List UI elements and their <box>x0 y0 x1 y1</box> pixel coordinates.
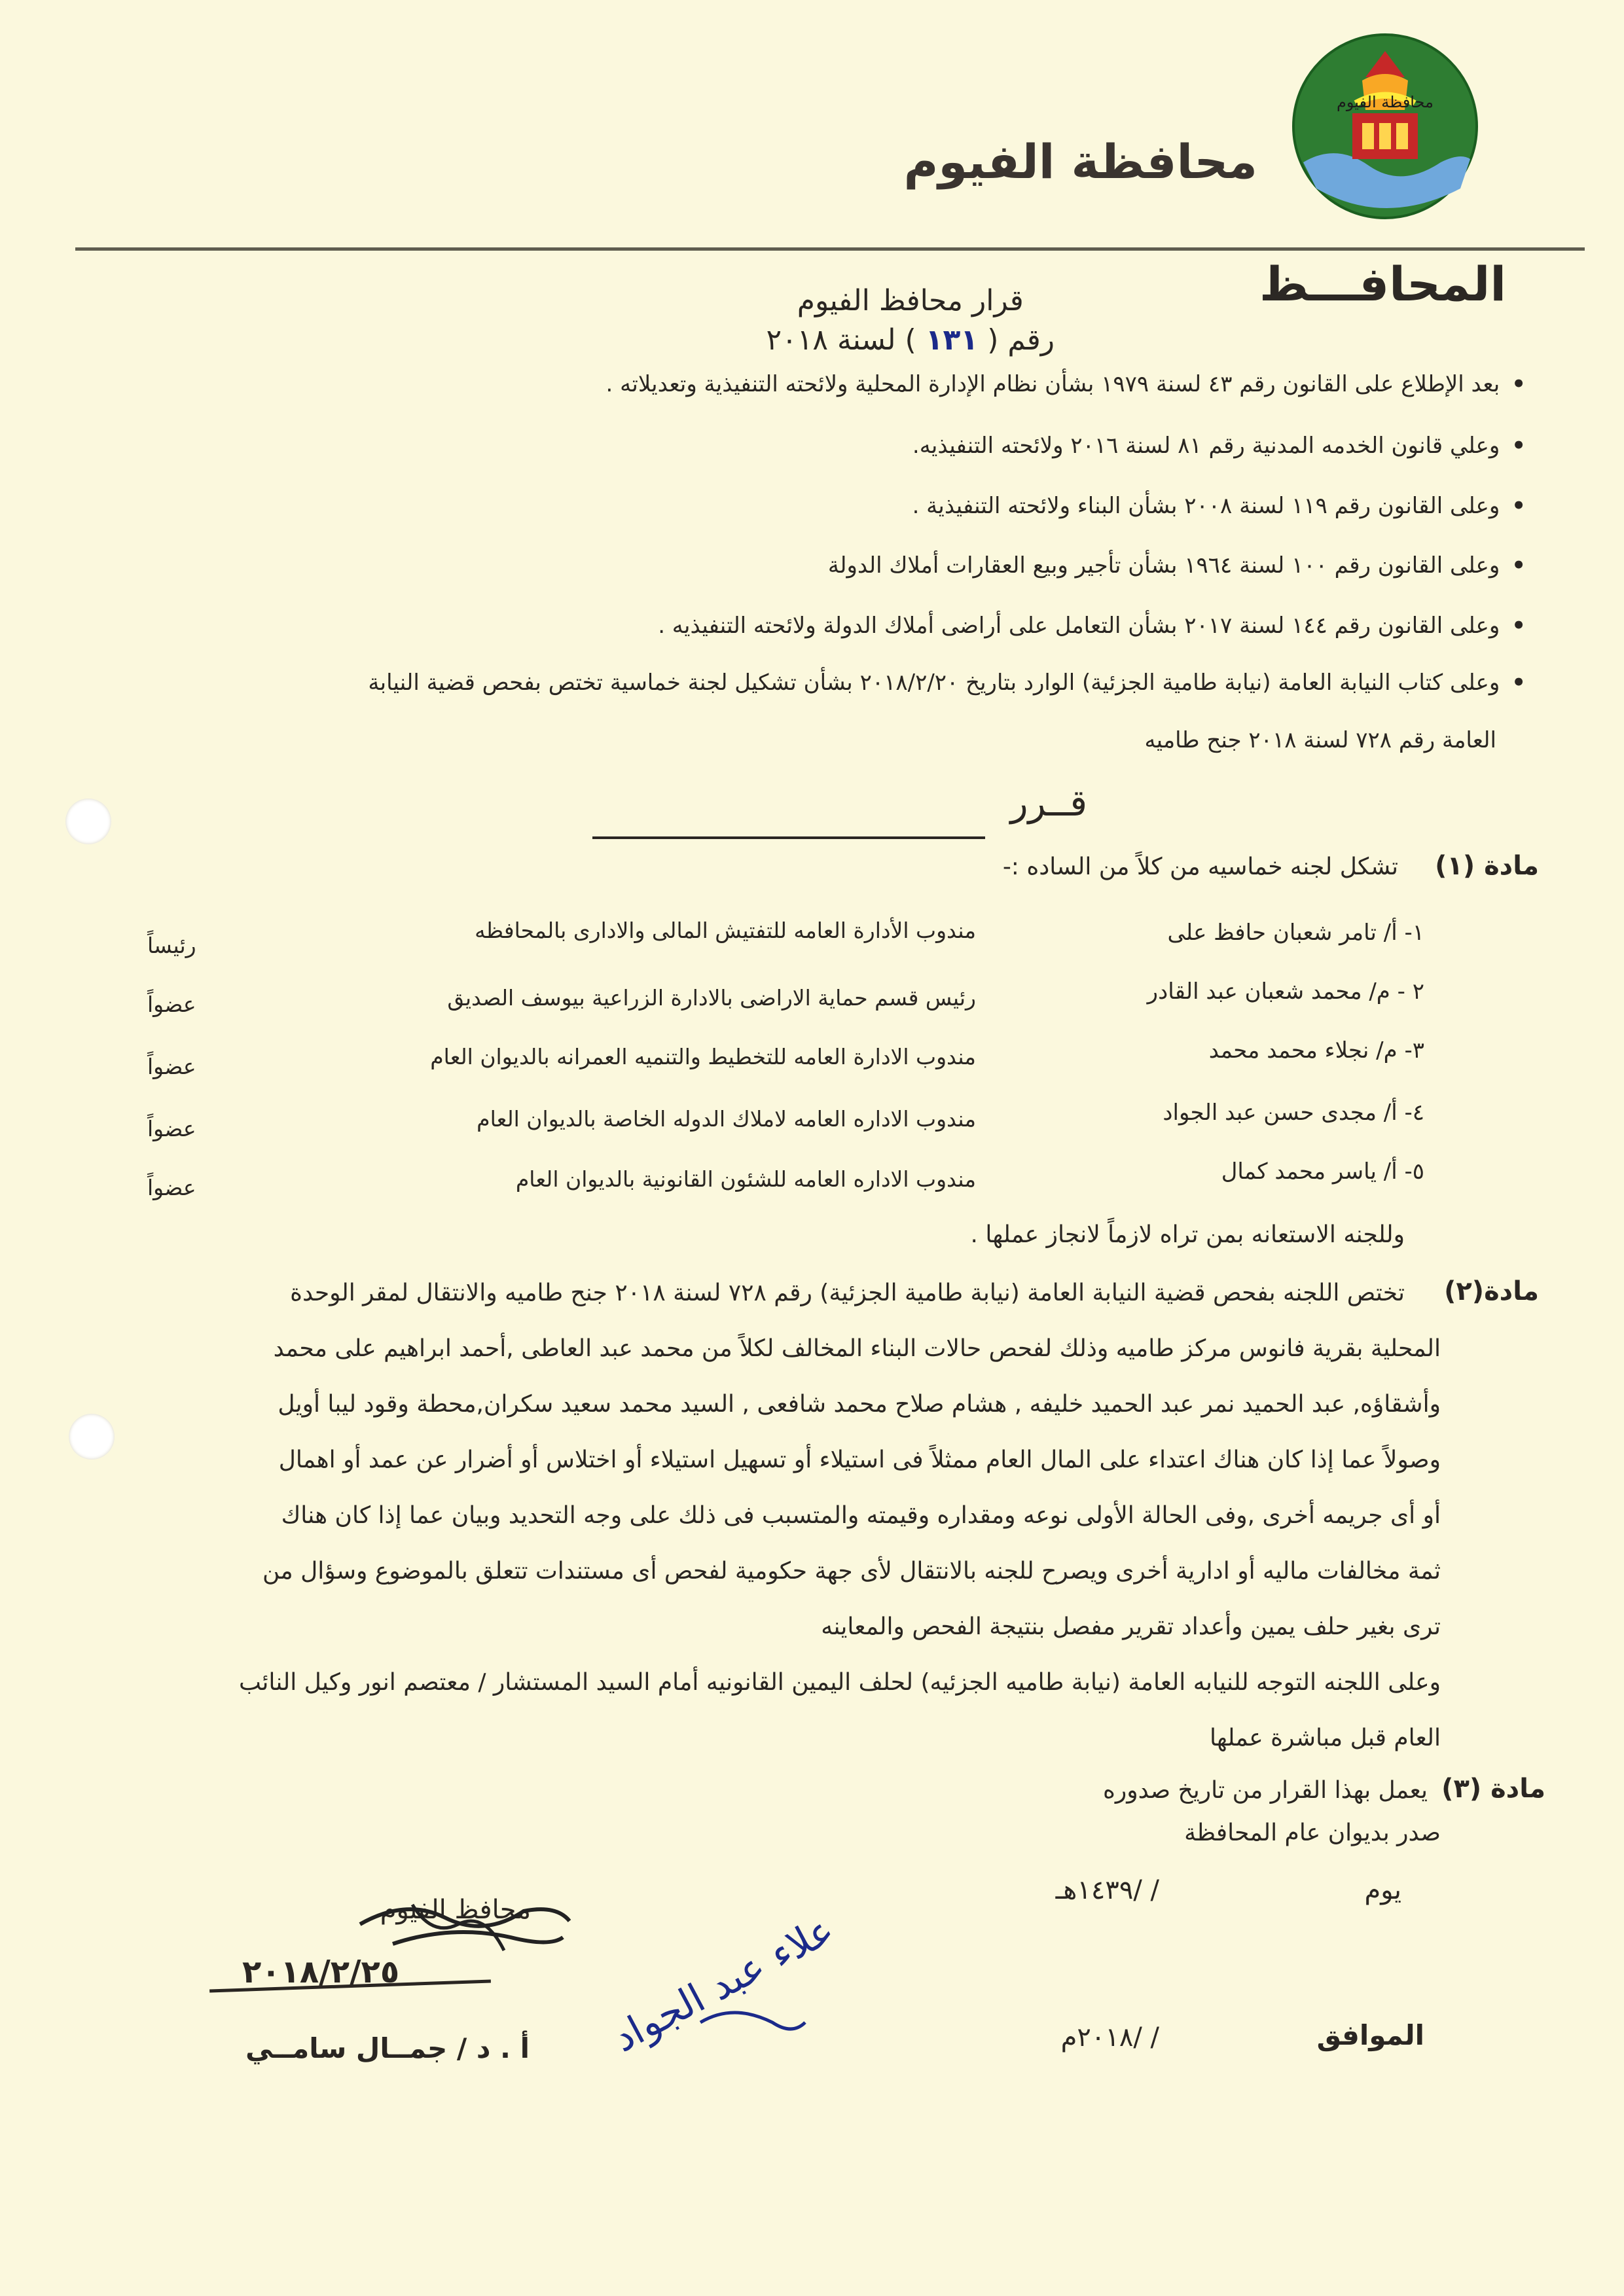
article-1-text: تشكل لجنه خماسيه من كلاً من الساده :- <box>1002 853 1398 880</box>
member-role: مندوب الادارة العامه للتخطيط والتنميه العمرانه بالديوان العام <box>430 1044 976 1069</box>
article-1-label: مادة (١) <box>1435 851 1539 881</box>
member-name: ٤- أ/ مجدى حسن عبد الجواد <box>1163 1100 1424 1126</box>
member-role: مندوب الاداره العامه للشئون القانونية بالديوان العام <box>515 1166 976 1192</box>
member-role: مندوب الأدارة العامه للتفتيش المالى والادارى بالمحافظه <box>475 918 976 943</box>
header-rule <box>75 247 1585 251</box>
article-2-line: ترى بغير حلف يمين وأعداد تقرير مفصل بنتيجة الفحص والمعاينه <box>821 1613 1441 1640</box>
member-name: ٥- أ/ ياسر محمد كمال <box>1221 1158 1424 1185</box>
article-2-line: وأشقاؤه, عبد الحميد نمر عبد الحميد خليفه , هشام صلاح محمد شافعى , السيد محمد سعيد سكران,محطة وقود ليبا أويل <box>278 1391 1441 1418</box>
decree-number: ١٣١ <box>925 323 979 357</box>
article-1-footer: وللجنه الاستعانه بمن تراه لازماً لانجاز عملها . <box>970 1221 1405 1248</box>
member-role: رئيس قسم حماية الاراضى بالادارة الزراعية بيوسف الصديق <box>447 985 976 1011</box>
punch-hole <box>69 1414 115 1460</box>
member-role: مندوب الاداره العامه لاملاك الدوله الخاصة بالديوان العام <box>477 1106 976 1132</box>
member-title: عضواً <box>147 992 196 1017</box>
corresponding-label: الموافق <box>1316 2019 1424 2051</box>
decree-number-line <box>767 321 1055 360</box>
preamble-item: •وعلى القانون رقم ١١٩ لسنة ٢٠٠٨ بشأن البناء ولائحته التنفيذية . <box>912 493 1526 519</box>
second-signature-text: علاء عبد الجواد <box>605 1907 842 2062</box>
preamble-continuation: العامة رقم ٧٢٨ لسنة ٢٠١٨ جنح طاميه <box>1144 727 1496 753</box>
preamble-item: •بعد الإطلاع على القانون رقم ٤٣ لسنة ١٩٧٩ بشأن نظام الإدارة المحلية ولائحته التنفيذية وتعديلاته . <box>605 371 1526 397</box>
article-2-line: وصولاً عما إذا كان هناك اعتداء على المال العام ممثلاً فى استيلاء أو تسهيل استيلاء أو اختلاس أو أضرار عن عمد أو اهمال <box>278 1446 1441 1473</box>
decree-title: قرار محافظ الفيوم <box>797 284 1024 317</box>
member-title: رئيساً <box>147 933 196 958</box>
decision-word: قــرر <box>1010 782 1087 825</box>
preamble-item: •وعلى القانون رقم ١٠٠ لسنة ١٩٦٤ بشأن تأجير وبيع العقارات أملاك الدولة <box>827 552 1526 579</box>
punch-hole <box>65 798 111 844</box>
preamble-item: •وعلى كتاب النيابة العامة (نيابة طامية الجزئية) الوارد بتاريخ ٢٠١٨/٢/٢٠ بشأن تشكيل لجنة خماسية تختص بفحص قضية النيابة <box>368 670 1526 696</box>
seal-text: محافظة الفيوم <box>1337 93 1434 111</box>
member-name: ٢ - م/ محمد شعبان عبد القادر <box>1147 978 1424 1005</box>
decree-number-prefix: رقم ( <box>987 323 1055 357</box>
article-2-line: ثمة مخالفات ماليه أو ادارية أخرى ويصرح للجنه بالانتقال لأى جهة حكومية لفحص أى مستندات تتعلق بالموضوع وسؤال من <box>262 1558 1441 1585</box>
issued-place: صدر بديوان عام المحافظة <box>1184 1820 1441 1846</box>
office-title: المحافـــظ <box>1259 257 1506 312</box>
signatory-name: أ . د / جمــال سامــي <box>245 2032 530 2064</box>
member-name: ١- أ/ تامر شعبان حافظ على <box>1167 920 1424 946</box>
article-2-line: تختص اللجنه بفحص قضية النيابة العامة (نيابة طامية الجزئية) رقم ٧٢٨ لسنة ٢٠١٨ جنح طاميه والانتقال لمقر الوحدة <box>290 1280 1405 1306</box>
article-2-line: المحلية بقرية فانوس مركز طاميه وذلك لفحص حالات البناء المخالف لكلاً من محمد عبد العاطى ,أحمد ابراهيم على محمد <box>273 1335 1441 1362</box>
article-3-text: يعمل بهذا القرار من تاريخ صدوره <box>1102 1777 1428 1804</box>
article-2-label: مادة(٢) <box>1444 1276 1539 1306</box>
day-label: يوم <box>1364 1875 1401 1905</box>
gregorian-date: / /٢٠١٨م <box>1060 2022 1159 2053</box>
member-title: عضواً <box>147 1175 196 1200</box>
preamble-item: •وعلي قانون الخدمه المدنية رقم ٨١ لسنة ٢٠١٦ ولائحته التنفيذيه. <box>912 433 1526 459</box>
member-name: ٣- م/ نجلاء محمد محمد <box>1208 1037 1424 1064</box>
preamble-item: •وعلى القانون رقم ١٤٤ لسنة ٢٠١٧ بشأن التعامل على أراضى أملاك الدولة ولائحته التنفيذيه . <box>658 613 1526 639</box>
article-2-line: وعلى اللجنه التوجه للنيابه العامة (نيابة طاميه الجزئيه) لحلف اليمين القانونيه أمام السيد المستشار / معتصم انور وكيل النائب <box>239 1669 1441 1696</box>
decree-heading <box>767 281 1055 360</box>
decision-underline <box>592 836 985 839</box>
article-3-label: مادة (٣) <box>1441 1774 1545 1804</box>
member-title: عضواً <box>147 1116 196 1141</box>
governorate-title: محافظة الفيوم <box>903 134 1257 189</box>
member-title: عضواً <box>147 1054 196 1079</box>
signature-title: محافظ الفيوم <box>380 1895 531 1925</box>
second-handwritten-signature <box>605 1907 842 2062</box>
hijri-date: / /١٤٣٩هـ <box>1055 1875 1159 1905</box>
article-2-line: أو أى جريمه أخرى ,وفى الحالة الأولى نوعه ومقداره وقيمته والمتسبب فى ذلك على وجه التحديد وبيان عما إذا كان هناك <box>281 1502 1441 1529</box>
governorate-seal-logo <box>1290 31 1480 221</box>
handwritten-date: ٢٠١٨/٢/٢٥ <box>242 1954 400 1990</box>
article-2-line: العام قبل مباشرة عملها <box>1209 1725 1441 1751</box>
decree-number-suffix: ) لسنة ٢٠١٨ <box>766 323 916 357</box>
